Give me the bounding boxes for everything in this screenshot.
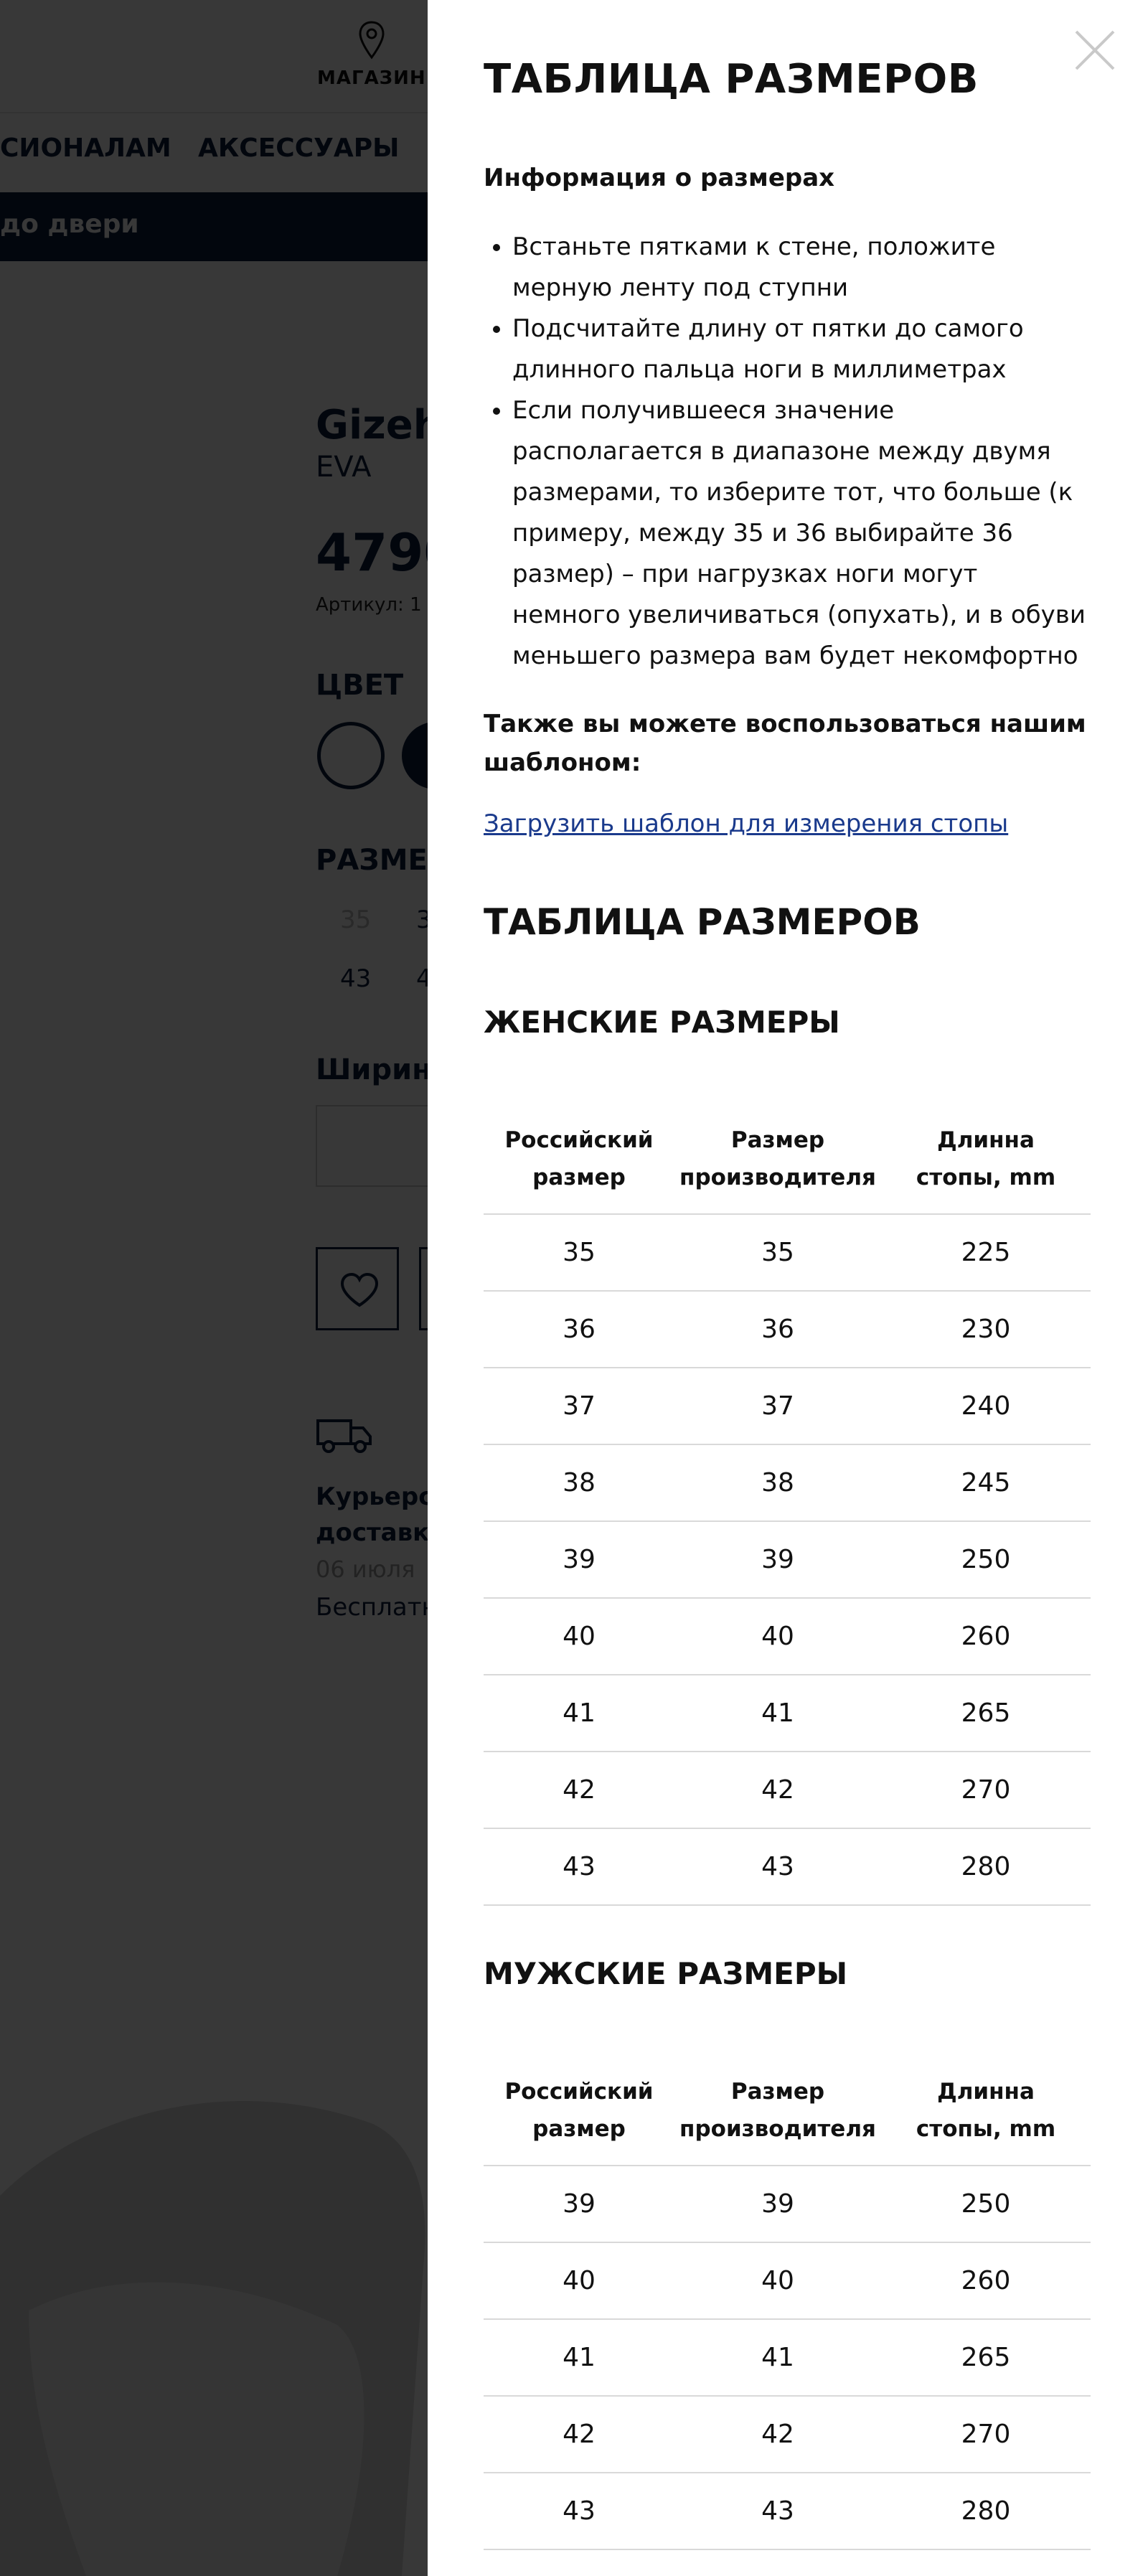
table-row (484, 2319, 1091, 2396)
column-header-ru-size: Российский размер (484, 1104, 674, 1214)
table-row (484, 1521, 1091, 1598)
foot-length-cell: 230 (881, 1291, 1091, 1368)
table-row (484, 1214, 1091, 1291)
table-header-row (484, 2055, 1091, 2166)
column-header-foot-length: Длинна стопы, mm (881, 1104, 1091, 1214)
mfr-size-cell: 40 (674, 2242, 881, 2319)
foot-length-cell: 245 (881, 1444, 1091, 1521)
foot-length-cell: 280 (881, 2473, 1091, 2549)
ru-size-cell: 36 (484, 1291, 674, 1368)
size-chart-modal (428, 0, 1148, 2576)
women-size-table (484, 1104, 1091, 1906)
mfr-size-cell: 43 (674, 1828, 881, 1905)
men-sizes-heading: МУЖСКИЕ РАЗМЕРЫ (484, 1956, 848, 1991)
ru-size-cell: 35 (484, 1214, 674, 1291)
download-template-link[interactable]: Загрузить шаблон для измерения стопы (484, 809, 1009, 838)
mfr-size-cell: 39 (674, 1521, 881, 1598)
ru-size-cell: 40 (484, 2242, 674, 2319)
measure-step: • Встаньте пятками к стене, положите мерную ленту под ступни (512, 227, 1091, 309)
table-row (484, 1828, 1091, 1905)
close-icon[interactable] (1072, 27, 1118, 73)
mfr-size-cell: 41 (674, 1675, 881, 1752)
mfr-size-cell: 43 (674, 2473, 881, 2549)
mfr-size-cell: 35 (674, 1214, 881, 1291)
foot-length-cell: 260 (881, 2242, 1091, 2319)
table-row (484, 1368, 1091, 1444)
ru-size-cell: 42 (484, 2396, 674, 2473)
ru-size-cell: 43 (484, 1828, 674, 1905)
mfr-size-cell: 42 (674, 1752, 881, 1828)
measure-step: • Подсчитайте длину от пятки до самого длинного пальца ноги в миллиметрах (512, 309, 1091, 390)
foot-length-cell: 225 (881, 1214, 1091, 1291)
size-info-title: Информация о размерах (484, 164, 835, 192)
foot-length-cell: 250 (881, 2166, 1091, 2242)
foot-length-cell: 270 (881, 1752, 1091, 1828)
foot-length-cell: 270 (881, 2396, 1091, 2473)
ru-size-cell: 41 (484, 2319, 674, 2396)
column-header-foot-length: Длинна стопы, mm (881, 2055, 1091, 2166)
mfr-size-cell: 42 (674, 2396, 881, 2473)
mfr-size-cell: 37 (674, 1368, 881, 1444)
ru-size-cell: 39 (484, 1521, 674, 1598)
women-sizes-heading: ЖЕНСКИЕ РАЗМЕРЫ (484, 1005, 840, 1040)
mfr-size-cell: 38 (674, 1444, 881, 1521)
table-header-row (484, 1104, 1091, 1214)
ru-size-cell: 43 (484, 2473, 674, 2549)
table-row (484, 1598, 1091, 1675)
measure-steps-list (484, 227, 1091, 677)
table-row (484, 2473, 1091, 2549)
modal-title: ТАБЛИЦА РАЗМЕРОВ (484, 56, 979, 103)
size-table-heading: ТАБЛИЦА РАЗМЕРОВ (484, 901, 921, 943)
ru-size-cell: 40 (484, 1598, 674, 1675)
foot-length-cell: 260 (881, 1598, 1091, 1675)
table-row (484, 2396, 1091, 2473)
table-row (484, 1675, 1091, 1752)
column-header-mfr-size: Размер производителя (674, 1104, 881, 1214)
mfr-size-cell: 36 (674, 1291, 881, 1368)
table-row (484, 2166, 1091, 2242)
ru-size-cell: 41 (484, 1675, 674, 1752)
column-header-mfr-size: Размер производителя (674, 2055, 881, 2166)
foot-length-cell: 280 (881, 1828, 1091, 1905)
mfr-size-cell: 40 (674, 1598, 881, 1675)
template-note: Также вы можете воспользоваться нашим шаблоном: (484, 710, 1086, 777)
ru-size-cell: 37 (484, 1368, 674, 1444)
foot-length-cell: 265 (881, 2319, 1091, 2396)
ru-size-cell: 39 (484, 2166, 674, 2242)
ru-size-cell: 42 (484, 1752, 674, 1828)
mfr-size-cell: 41 (674, 2319, 881, 2396)
ru-size-cell: 38 (484, 1444, 674, 1521)
foot-length-cell: 250 (881, 1521, 1091, 1598)
mfr-size-cell: 39 (674, 2166, 881, 2242)
table-row (484, 1291, 1091, 1368)
table-row (484, 1444, 1091, 1521)
measure-step: • Если получившееся значение располагается в диапазоне между двумя размерами, то изберите тот, что больше (к примеру, между 35 и 36 выбирайте 36 размер) – при нагрузках ноги могут немного увеличиваться (опухать), и в обуви меньшего размера вам будет некомфортно (512, 390, 1091, 677)
table-row (484, 2242, 1091, 2319)
foot-length-cell: 265 (881, 1675, 1091, 1752)
men-size-table (484, 2055, 1091, 2550)
table-row (484, 1752, 1091, 1828)
foot-length-cell: 240 (881, 1368, 1091, 1444)
column-header-ru-size: Российский размер (484, 2055, 674, 2166)
